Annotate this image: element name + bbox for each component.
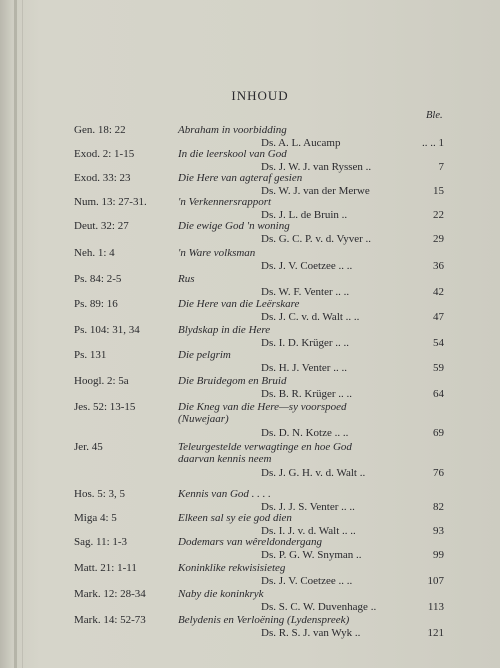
toc-entry: [0, 349, 500, 375]
page-number: 7: [438, 161, 444, 173]
author-name: Ds. J. V. Coetzee .. ..: [261, 575, 353, 587]
sermon-title: Rus: [178, 273, 195, 285]
toc-entry: [0, 536, 500, 562]
toc-entry: [0, 375, 500, 401]
page-number: 29: [433, 233, 444, 245]
scripture-reference: Ps. 131: [74, 349, 107, 361]
page-number: 113: [427, 601, 444, 613]
page-number: 99: [433, 549, 444, 561]
page-number: 47: [433, 311, 444, 323]
scripture-reference: Mark. 14: 52-73: [74, 614, 146, 626]
sermon-title: Blydskap in die Here: [178, 324, 271, 336]
author-name: Ds. J. W. J. van Ryssen ..: [261, 161, 372, 173]
page-title: INHOUD: [231, 88, 289, 103]
sermon-title: In die leerskool van God: [178, 148, 287, 160]
scripture-reference: Mark. 12: 28-34: [74, 588, 146, 600]
toc-entry: [0, 220, 500, 246]
toc-entry: [0, 441, 500, 481]
toc-entry: [0, 488, 500, 514]
scripture-reference: Sag. 11: 1-3: [74, 536, 128, 548]
scripture-reference: Jer. 45: [74, 441, 103, 453]
author-name: Ds. W. F. Venter .. ..: [261, 286, 350, 298]
page-column-label: Ble.: [426, 110, 443, 121]
toc-entry: [0, 172, 500, 198]
scripture-reference: Deut. 32: 27: [74, 220, 129, 232]
sermon-title: Teleurgestelde verwagtinge en hoe God: [178, 441, 352, 453]
scripture-reference: Gen. 18: 22: [74, 124, 126, 136]
toc-entry: [0, 124, 500, 150]
author-name: Ds. R. S. J. van Wyk ..: [261, 627, 361, 639]
scripture-reference: Ps. 84: 2-5: [74, 273, 122, 285]
author-name: Ds. A. L. Aucamp: [261, 137, 341, 149]
scripture-reference: Matt. 21: 1-11: [74, 562, 137, 574]
sermon-title: Die Bruidegom en Bruid: [178, 375, 287, 387]
author-name: Ds. W. J. van der Merwe: [261, 185, 370, 197]
author-name: Ds. B. R. Krüger .. ..: [261, 388, 353, 400]
author-name: Ds. J. L. de Bruin ..: [261, 209, 348, 221]
page-number: 107: [427, 575, 444, 587]
toc-entry: [0, 614, 500, 640]
page-number: 54: [433, 337, 444, 349]
author-name: Ds. J. G. H. v. d. Walt ..: [261, 467, 366, 479]
scripture-reference: Num. 13: 27-31.: [74, 196, 147, 208]
sermon-title: Die Here van die Leërskare: [178, 298, 300, 310]
sermon-title-continued: (Nuwejaar): [178, 413, 229, 425]
toc-entry: [0, 324, 500, 350]
author-name: Ds. G. C. P. v. d. Vyver ..: [261, 233, 372, 245]
author-name: Ds. I. D. Krüger .. ..: [261, 337, 349, 349]
page-number: 93: [433, 525, 444, 537]
author-name: Ds. I. J. v. d. Walt .. ..: [261, 525, 356, 537]
sermon-title: Die pelgrim: [178, 349, 231, 361]
scripture-reference: Ps. 89: 16: [74, 298, 118, 310]
author-name: Ds. S. C. W. Duvenhage ..: [261, 601, 377, 613]
page-number: 121: [427, 627, 444, 639]
toc-entry: [0, 512, 500, 538]
page-number: 42: [433, 286, 444, 298]
page-number: 82: [433, 501, 444, 513]
toc-entry: [0, 247, 500, 273]
page-number: 69: [433, 427, 444, 439]
toc-entry: [0, 588, 500, 614]
author-name: Ds. D. N. Kotze .. ..: [261, 427, 349, 439]
page-number: 36: [433, 260, 444, 272]
sermon-title: Belydenis en Verloëning (Lydenspreek): [178, 614, 350, 626]
author-name: Ds. J. V. Coetzee .. ..: [261, 260, 353, 272]
page-number: 76: [433, 467, 444, 479]
sermon-title: 'n Ware volksman: [178, 247, 256, 259]
scripture-reference: Neh. 1: 4: [74, 247, 115, 259]
toc-entry: [0, 273, 500, 299]
scripture-reference: Jes. 52: 13-15: [74, 401, 136, 413]
scripture-reference: Hos. 5: 3, 5: [74, 488, 126, 500]
sermon-title: Kennis van God . . . .: [178, 488, 271, 500]
sermon-title: Die ewige God 'n woning: [178, 220, 290, 232]
page-number: .. .. 1: [422, 137, 444, 149]
author-name: Ds. P. G. W. Snyman ..: [261, 549, 362, 561]
toc-entry: [0, 196, 500, 222]
author-name: Ds. J. C. v. d. Walt .. ..: [261, 311, 360, 323]
toc-entry: [0, 298, 500, 324]
sermon-title: 'n Verkennersrapport: [178, 196, 272, 208]
scripture-reference: Exod. 33: 23: [74, 172, 131, 184]
page-number: 22: [433, 209, 444, 221]
sermon-title: Die Here van agteraf gesien: [178, 172, 303, 184]
page-number: 59: [433, 362, 444, 374]
scripture-reference: Ps. 104: 31, 34: [74, 324, 140, 336]
sermon-title: Elkeen sal sy eie god dien: [178, 512, 292, 524]
sermon-title: Dodemars van wêreldondergang: [178, 536, 322, 548]
sermon-title: Abraham in voorbidding: [178, 124, 287, 136]
page-number: 15: [433, 185, 444, 197]
sermon-title: Koninklike rekwisisieteg: [178, 562, 286, 574]
toc-entry: [0, 148, 500, 174]
toc-entry: [0, 562, 500, 588]
author-name: Ds. H. J. Venter .. ..: [261, 362, 347, 374]
page-number: 64: [433, 388, 444, 400]
sermon-title-continued: daarvan kennis neem: [178, 453, 272, 465]
toc-entry: [0, 401, 500, 441]
sermon-title: Die Kneg van die Here—sy voorspoed: [178, 401, 347, 413]
author-name: Ds. J. J. S. Venter .. ..: [261, 501, 355, 513]
scripture-reference: Hoogl. 2: 5a: [74, 375, 129, 387]
scripture-reference: Exod. 2: 1-15: [74, 148, 135, 160]
sermon-title: Naby die koninkryk: [178, 588, 264, 600]
scripture-reference: Miga 4: 5: [74, 512, 117, 524]
